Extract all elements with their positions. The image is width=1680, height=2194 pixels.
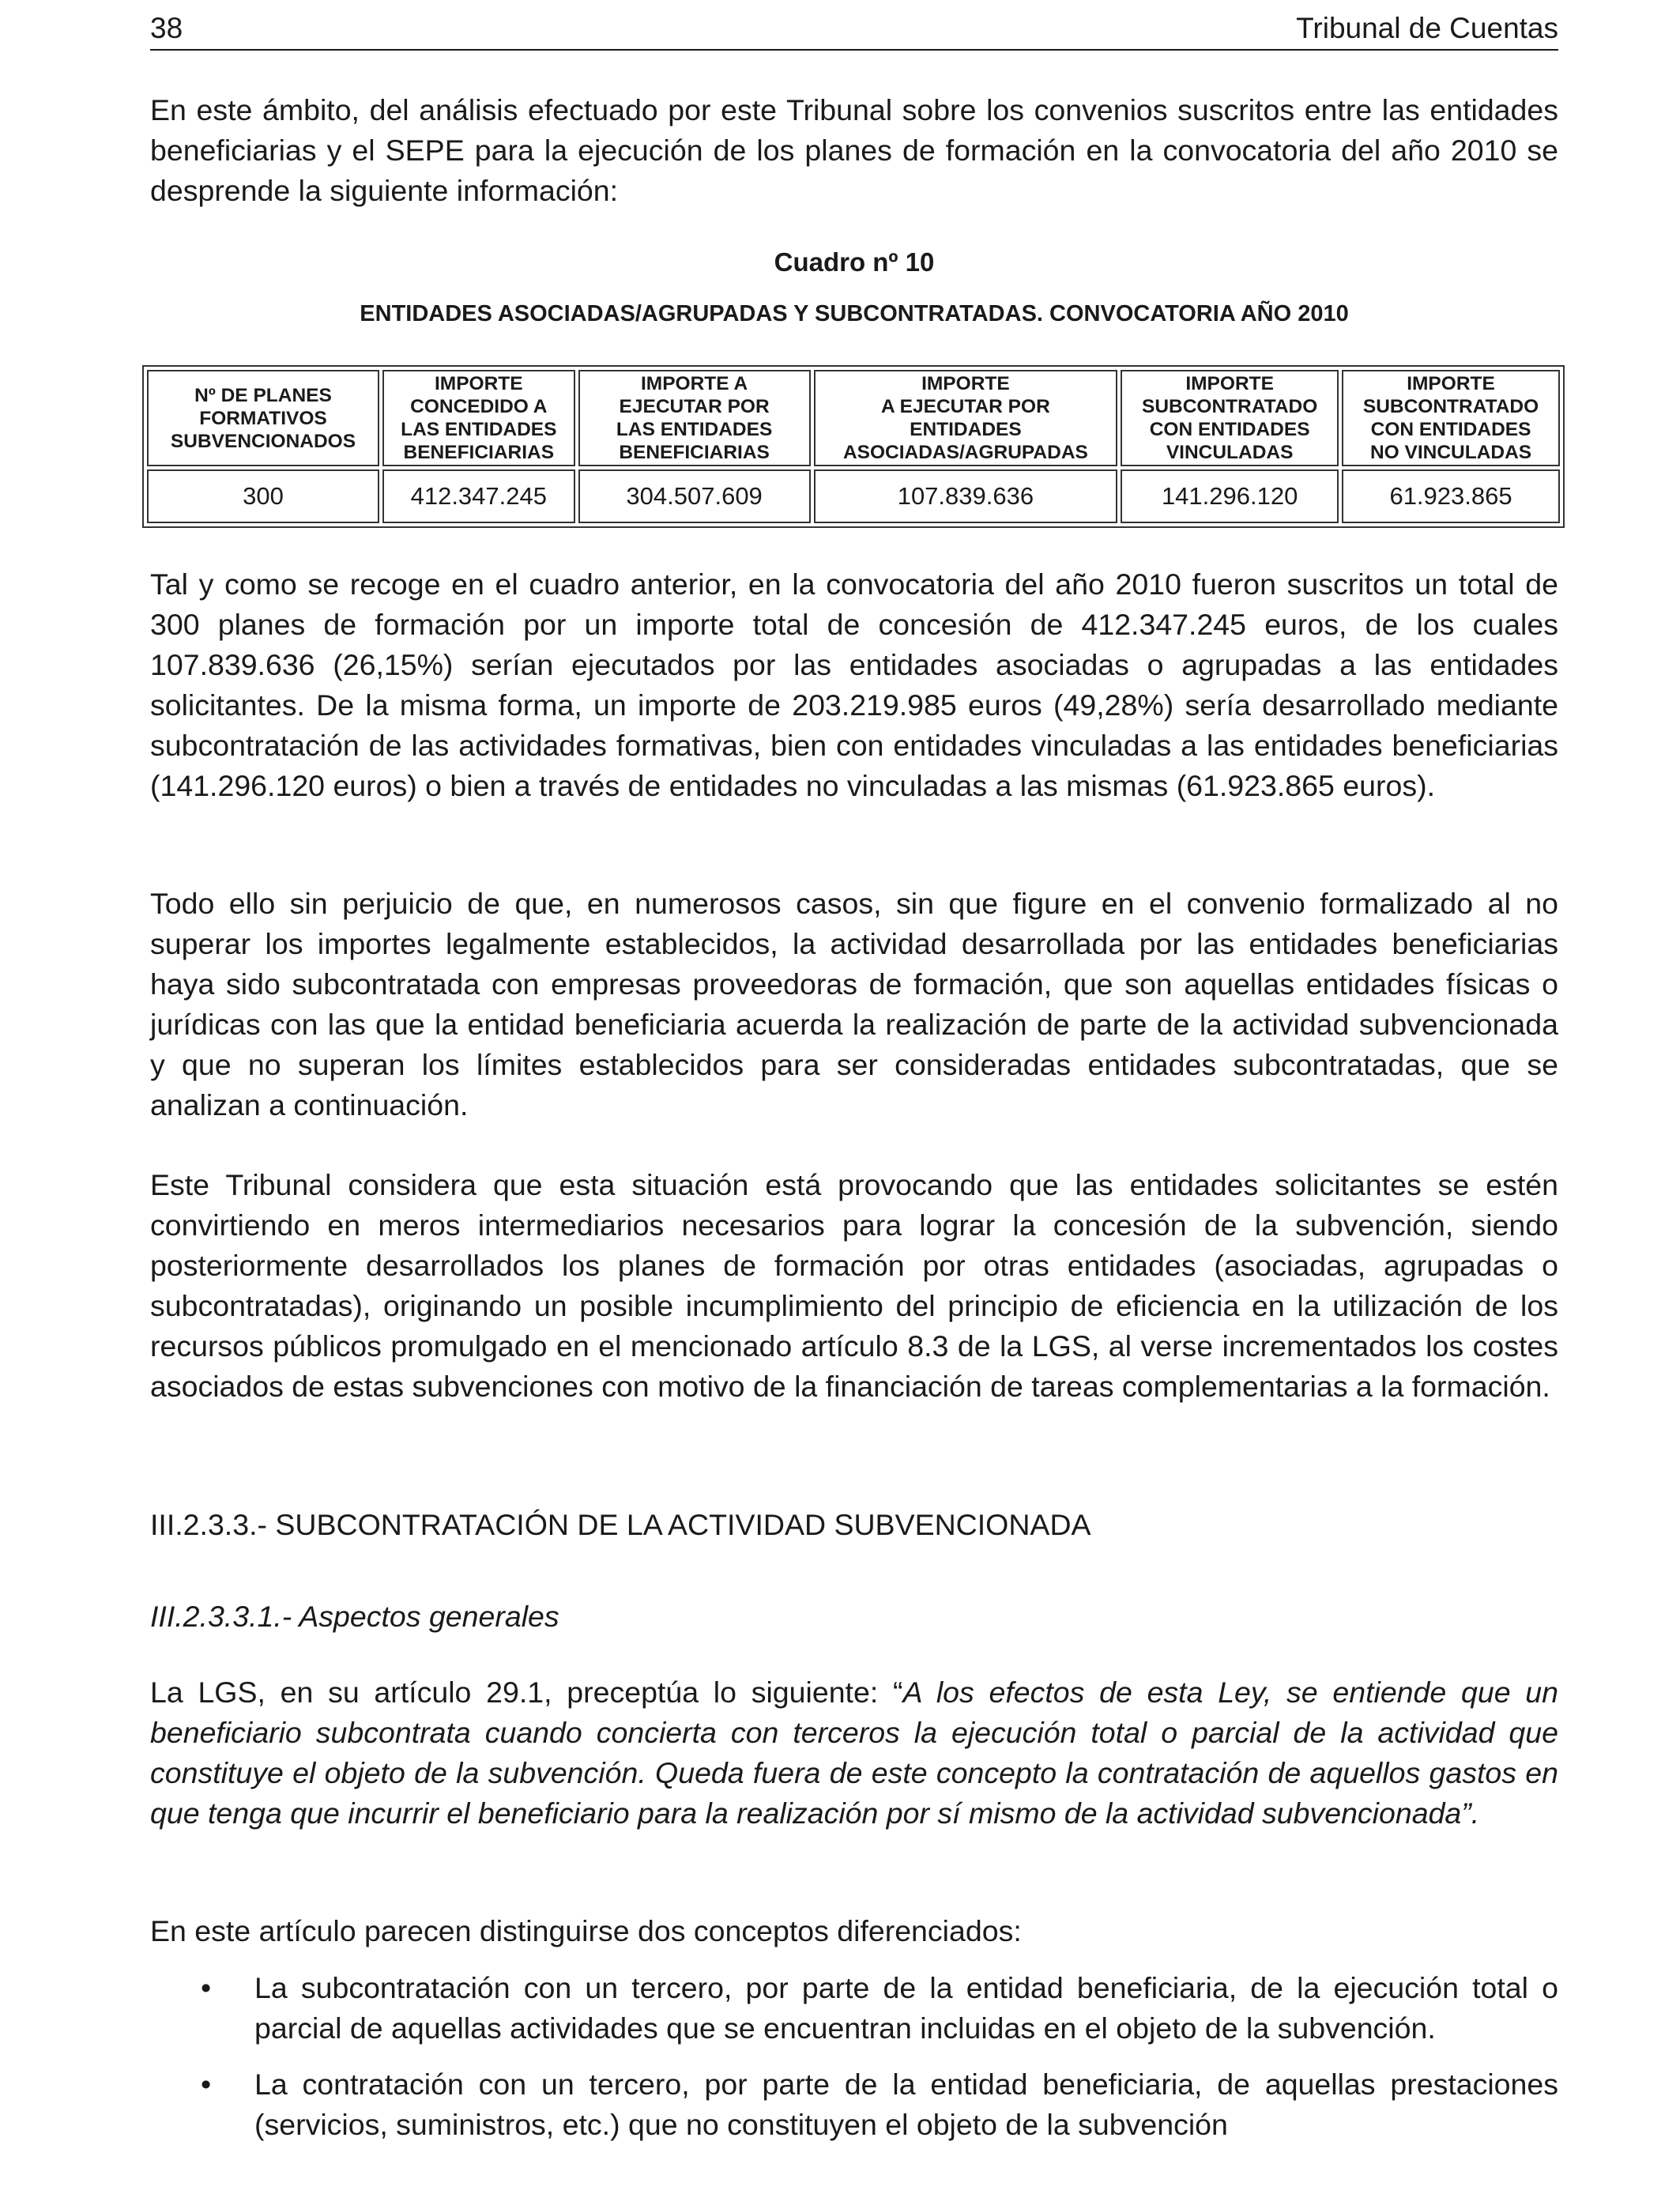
header-line: LAS ENTIDADES [616,419,773,440]
header-line: EJECUTAR POR [619,396,770,417]
page-number: 38 [150,12,183,44]
cell-planes: 300 [147,469,379,523]
list-item [150,1968,1558,2049]
table-subtitle: ENTIDADES ASOCIADAS/AGRUPADAS Y SUBCONTRATADAS. CONVOCATORIA AÑO 2010 [360,301,1349,326]
intro-paragraph: En este ámbito, del análisis efectuado por este Tribunal sobre los convenios suscritos entre las entidades beneficiarias y el SEPE para la ejecución de los planes de formación en la convocatoria del año 2010 se desprende la siguiente información: [150,93,1558,207]
header-line: Nº DE PLANES [194,384,332,406]
list-item [150,2064,1558,2145]
section-heading: III.2.3.3.- SUBCONTRATACIÓN DE LA ACTIVIDAD SUBVENCIONADA [150,1508,1091,1541]
page-header [150,9,1558,51]
header-cell-planes [147,370,379,466]
header-title: Tribunal de Cuentas [1296,12,1558,44]
header-cell-importe-asociadas [814,370,1118,466]
header-line: CON ENTIDADES [1149,419,1310,440]
table-row [147,469,1560,523]
header-cell-importe-ejecutar [578,370,811,466]
header-line: CON ENTIDADES [1370,419,1531,440]
header-line: LAS ENTIDADES [401,419,557,440]
cell-subcontratado-no-vinculadas: 61.923.865 [1342,469,1560,523]
table-header-row [147,370,1560,466]
header-line: NO VINCULADAS [1369,442,1532,463]
concepts-list [150,1968,1558,2161]
header-line: SUBCONTRATADO [1362,396,1539,417]
subsection-heading: III.2.3.3.1.- Aspectos generales [150,1600,559,1633]
header-cell-subcontratado-no-vinculadas [1342,370,1560,466]
header-line: IMPORTE [921,373,1010,394]
cell-importe-ejecutar: 304.507.609 [578,469,811,523]
header-line: A EJECUTAR POR [881,396,1050,417]
list-item-text: La contratación con un tercero, por parte de la entidad beneficiaria, de aquellas prestaciones (servicios, suministros, etc.) que no constituyen el objeto de la subvención [254,2068,1558,2141]
list-item-text: La subcontratación con un tercero, por parte de la entidad beneficiaria, de la ejecución total o parcial de aquellas actividades que se encuentran incluidas en el objeto de la subvención. [254,1971,1558,2045]
table-caption: Cuadro nº 10 [774,247,935,277]
lgs-lead: La LGS, en su artículo 29.1, preceptúa lo siguiente: “ [150,1676,903,1709]
header-line: IMPORTE A [641,373,748,394]
header-line: BENEFICIARIAS [619,442,770,463]
header-line: IMPORTE [1185,373,1274,394]
paragraph-summary: Tal y como se recoge en el cuadro anterior, en la convocatoria del año 2010 fueron suscritos un total de 300 planes de formación por un importe total de concesión de 412.347.245 euros, de los cuales 107.839.636 (26,15%) serían ejecutados por las entidades asociadas o agrupadas a las entidades solicitantes. De la misma forma, un importe de 203.219.985 euros (49,28%) sería desarrollado mediante subcontratación de las actividades formativas, bien con entidades vinculadas a las entidades beneficiarias (141.296.120 euros) o bien a través de entidades no vinculadas a las mismas (61.923.865 euros). [150,567,1558,802]
concepts-intro: En este artículo parecen distinguirse dos conceptos diferenciados: [150,1914,1022,1947]
lgs-paragraph [150,1672,1558,1834]
header-line: ENTIDADES [910,419,1022,440]
header-line: IMPORTE [1407,373,1495,394]
lgs-quote: A los efectos de esta Ley, se entiende que un beneficiario subcontrata cuando concierta con terceros la ejecución total o parcial de la actividad que constituye el objeto de la subvención. Queda fuera de este concepto la contratación de aquellos gastos en que tenga que incurrir el beneficiario para la realización por sí mismo de la actividad subvencionada”. [150,1676,1559,1830]
cell-importe-asociadas: 107.839.636 [814,469,1118,523]
header-line: SUBVENCIONADOS [170,430,356,452]
header-cell-subcontratado-vinculadas [1121,370,1339,466]
header-line: CONCEDIDO A [410,396,548,417]
cuadro-table [142,365,1565,528]
header-cell-importe-concedido [382,370,575,466]
paragraph-tribunal: Este Tribunal considera que esta situación está provocando que las entidades solicitantes se estén convirtiendo en meros intermediarios necesarios para lograr la concesión de la subvención, siendo posteriormente desarrollados los planes de formación por otras entidades (asociadas, agrupadas o subcontratadas), originando un posible incumplimiento del principio de eficiencia en la utilización de los recursos públicos promulgado en el mencionado artículo 8.3 de la LGS, al verse incrementados los costes asociados de estas subvenciones con motivo de la financiación de tareas complementarias a la formación. [150,1168,1558,1403]
header-line: SUBCONTRATADO [1142,396,1318,417]
header-line: VINCULADAS [1166,442,1294,463]
header-line: ASOCIADAS/AGRUPADAS [842,442,1088,463]
header-line: BENEFICIARIAS [403,442,555,463]
paragraph-perjuicio: Todo ello sin perjuicio de que, en numerosos casos, sin que figure en el convenio formalizado al no superar los importes legalmente establecidos, la actividad desarrollada por las entidades beneficiarias haya sido subcontratada con empresas proveedoras de formación, que son aquellas entidades físicas o jurídicas con las que la entidad beneficiaria acuerda la realización de parte de la actividad subvencionada y que no superan los límites establecidos para ser consideradas entidades subcontratadas, que se analizan a continuación. [150,887,1558,1122]
bullet-icon: • [201,1971,212,2004]
header-line: FORMATIVOS [199,407,327,429]
cell-subcontratado-vinculadas: 141.296.120 [1121,469,1339,523]
header-line: IMPORTE [434,373,523,394]
cell-importe-concedido: 412.347.245 [382,469,575,523]
bullet-icon: • [201,2068,212,2101]
